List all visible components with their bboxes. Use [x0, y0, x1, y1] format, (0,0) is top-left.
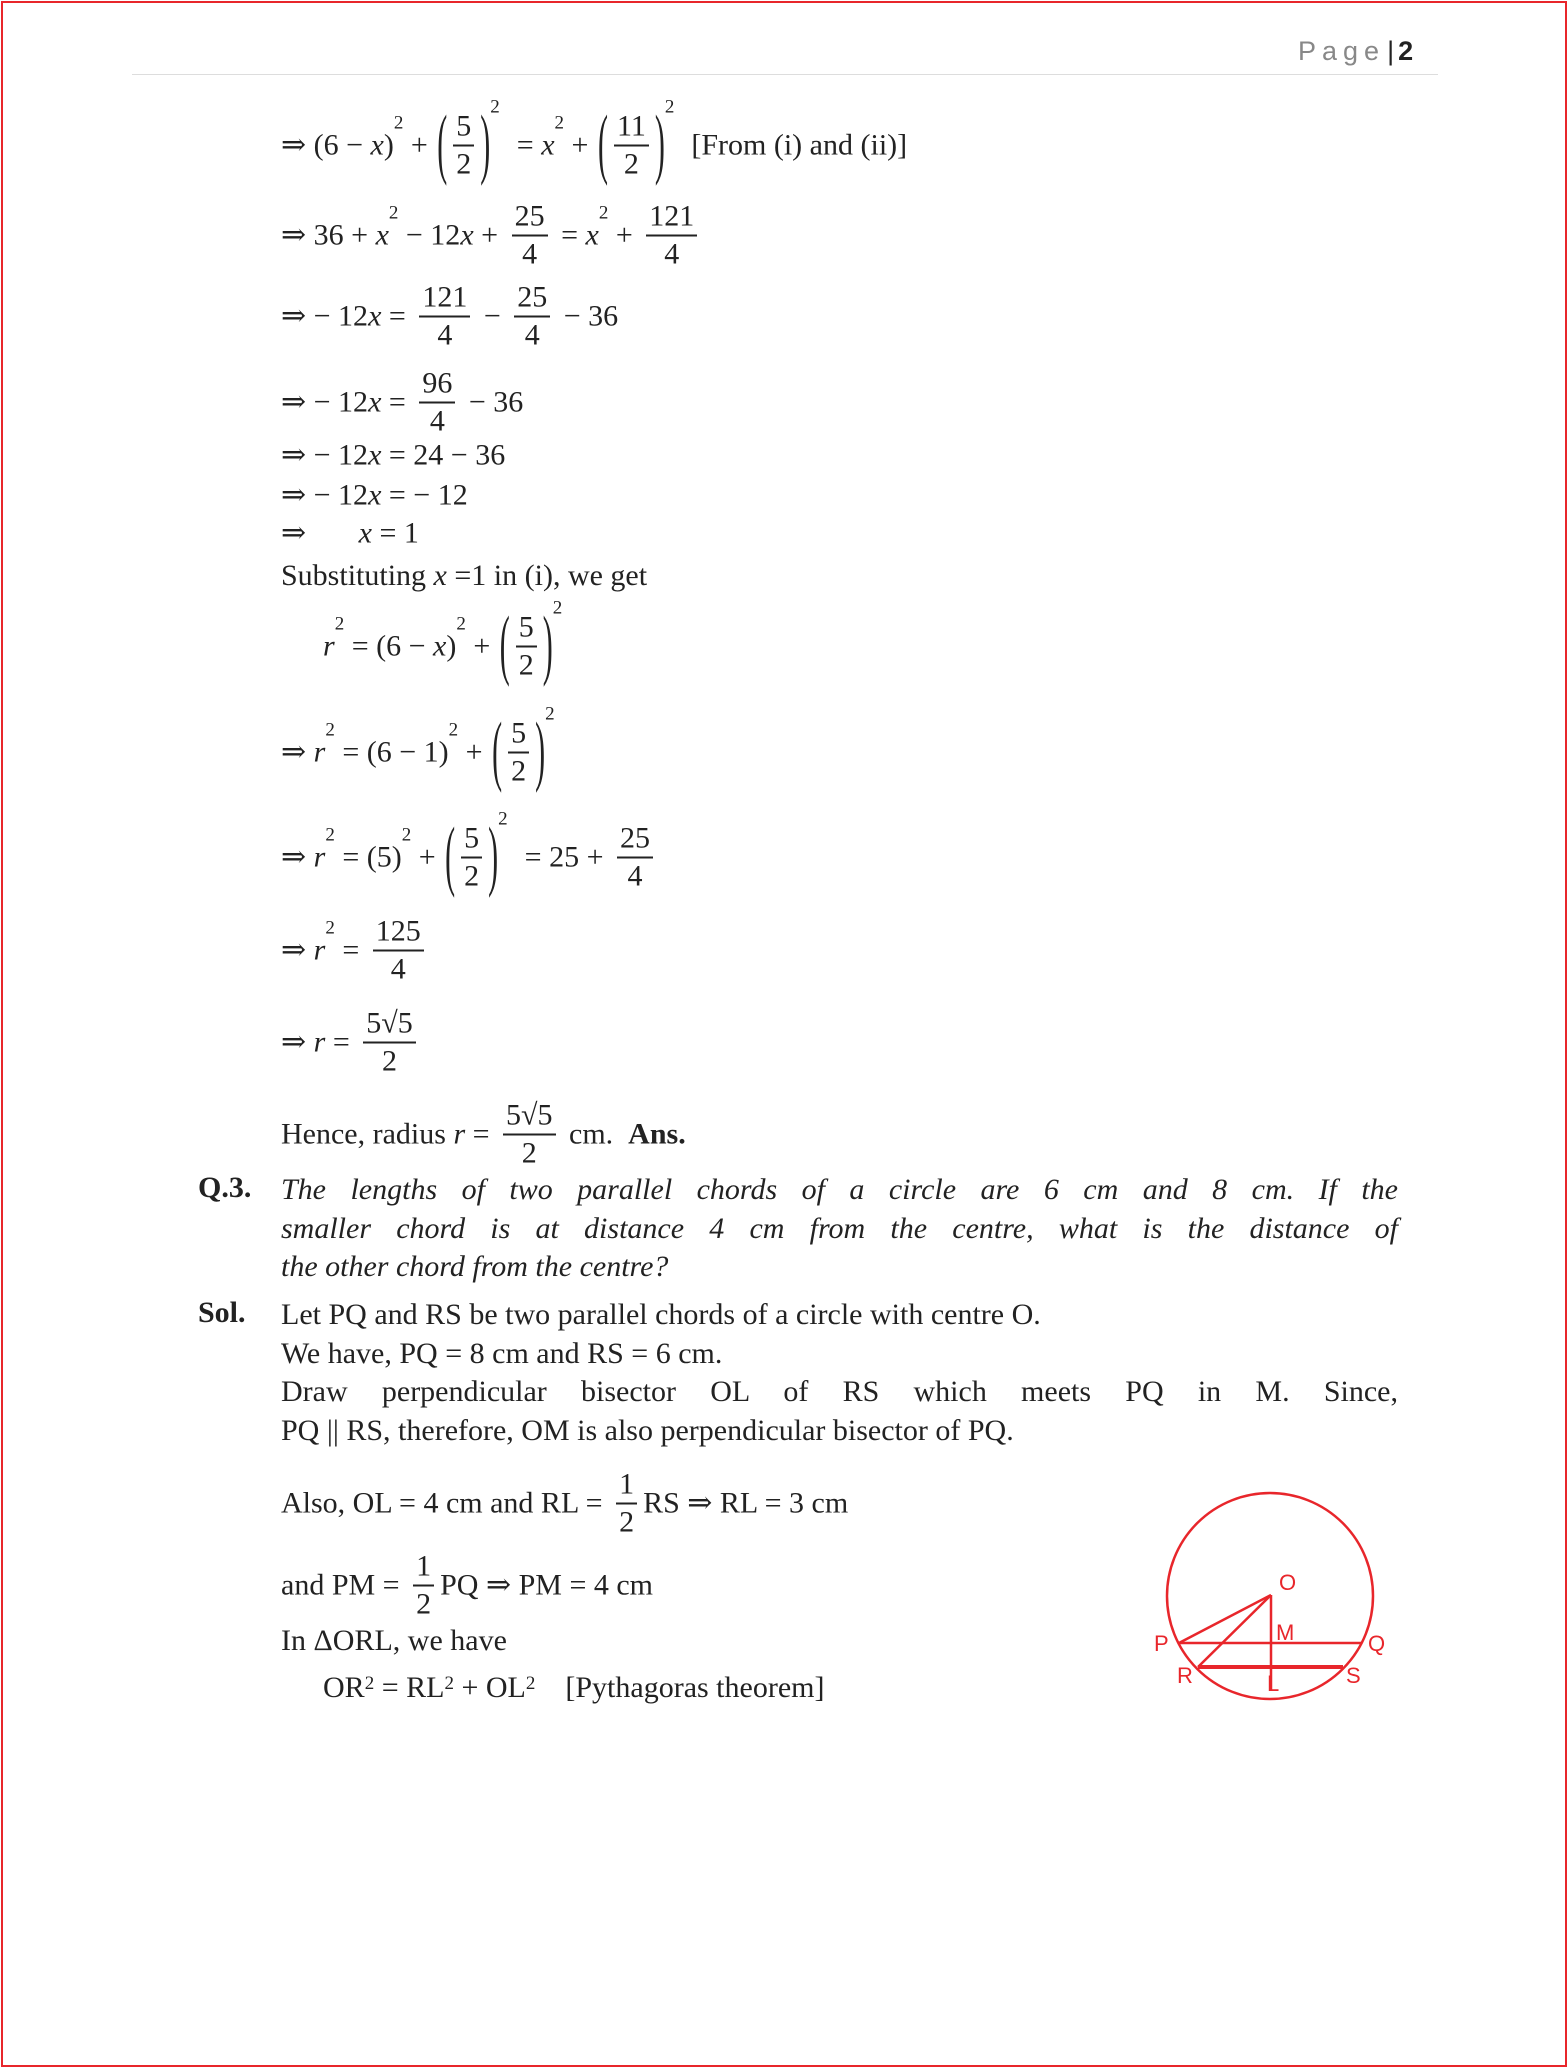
denominator: 2	[416, 1587, 432, 1620]
variable: x	[375, 218, 389, 251]
denominator: 2	[623, 147, 639, 180]
variable: r	[323, 629, 335, 662]
denominator: 4	[522, 237, 538, 270]
text: ⇒ (6 −	[281, 128, 371, 162]
denominator: 4	[664, 237, 680, 270]
text: =	[381, 299, 414, 332]
variable: r	[313, 840, 326, 873]
text: = 1	[371, 516, 419, 549]
denominator: 4	[429, 404, 445, 437]
denominator: 4	[627, 859, 643, 892]
right-paren: )	[535, 707, 546, 794]
text: =	[325, 1025, 358, 1058]
variable: x	[541, 128, 555, 161]
line-or	[1198, 1595, 1271, 1667]
text: Hence, radius	[281, 1117, 454, 1150]
text: ⇒	[281, 735, 314, 769]
text: =	[553, 218, 586, 251]
variable: x	[370, 128, 384, 161]
page-number: 2	[1398, 36, 1414, 66]
numerator: 121	[419, 282, 470, 318]
text: +	[608, 218, 641, 251]
label-m: M	[1276, 1620, 1295, 1645]
variable: x	[433, 559, 447, 592]
exponent: 2	[490, 96, 500, 118]
left-paren: (	[597, 100, 608, 187]
numerator: 1	[616, 1469, 637, 1505]
numerator: 5	[516, 612, 537, 648]
question-text: The lengths of two parallel chords of a circle are 6 cm and 8 cm. If the smaller chord is at distance 4 cm from the centre, what is the distance of the other chord from the centre?	[281, 1173, 1398, 1283]
question-label: Q.3.	[198, 1171, 252, 1204]
line-op	[1179, 1595, 1271, 1643]
text: In ΔORL, we have	[281, 1624, 507, 1657]
right-paren: )	[488, 812, 499, 899]
numerator: 125	[373, 916, 424, 952]
exponent: 2	[444, 1673, 454, 1694]
text: = (6 −	[344, 629, 434, 662]
text: =1 in (i), we get	[446, 559, 648, 592]
exponent: 2	[664, 96, 675, 118]
exponent: 2	[325, 917, 335, 939]
text: ⇒	[281, 840, 314, 874]
denominator: 4	[524, 318, 540, 351]
text: and PM =	[281, 1568, 408, 1601]
left-paren: (	[492, 707, 503, 794]
numerator: 5√5	[503, 1100, 555, 1136]
text: = (5)	[334, 840, 402, 873]
exponent: 2	[498, 808, 508, 830]
solution-label: Sol.	[198, 1296, 246, 1329]
numerator: 5	[508, 718, 529, 754]
text: = RL	[374, 1671, 445, 1704]
denominator: 2	[456, 147, 472, 180]
variable: r	[453, 1117, 466, 1150]
numerator: 25	[512, 201, 548, 237]
variable: x	[585, 218, 599, 251]
text: +	[564, 128, 596, 161]
text: = (6 − 1)	[334, 735, 449, 768]
exponent: 2	[393, 112, 404, 134]
right-paren: )	[480, 100, 491, 187]
numerator: 5√5	[363, 1008, 415, 1044]
exponent: 2	[456, 613, 466, 635]
variable: x	[460, 218, 474, 251]
text: =	[334, 933, 367, 966]
text: [From (i) and (ii)]	[676, 128, 908, 161]
text: − 36	[461, 385, 524, 418]
numerator: 121	[646, 201, 697, 237]
label-l: L	[1267, 1671, 1280, 1696]
text: cm.	[561, 1117, 629, 1150]
exponent: 2	[554, 112, 565, 134]
text: =	[501, 128, 542, 161]
left-paren: (	[437, 100, 448, 187]
text: ⇒	[281, 516, 359, 550]
denominator: 2	[521, 1136, 537, 1169]
label-p: P	[1154, 1631, 1169, 1656]
numerator: 25	[514, 282, 550, 318]
text: ⇒ − 12	[281, 438, 369, 472]
text: PQ ⇒ PM = 4 cm	[440, 1568, 654, 1602]
text: ⇒ 36 +	[281, 218, 376, 252]
exponent: 2	[325, 824, 335, 846]
text: ⇒ − 12	[281, 478, 369, 512]
text: = 24 − 36	[381, 438, 506, 471]
text: Also, OL = 4 cm and RL =	[281, 1486, 611, 1519]
text: = − 12	[381, 478, 468, 511]
text: ⇒ − 12	[281, 299, 369, 333]
numerator: 5	[461, 823, 482, 859]
variable: x	[368, 385, 382, 418]
page-word: Page	[1298, 36, 1386, 66]
text: OR	[323, 1671, 365, 1704]
variable: r	[313, 933, 326, 966]
exponent: 2	[525, 1673, 536, 1694]
text: = 25 +	[509, 840, 611, 873]
answer-label: Ans.	[628, 1117, 686, 1150]
text: [Pythagoras theorem]	[535, 1671, 825, 1704]
variable: x	[433, 629, 447, 662]
text: +	[473, 218, 506, 251]
text: ⇒ − 12	[281, 385, 369, 419]
variable: x	[368, 438, 382, 471]
text: + OL	[453, 1671, 526, 1704]
text: =	[381, 385, 414, 418]
exponent: 2	[598, 202, 609, 224]
label-q: Q	[1368, 1631, 1386, 1656]
text: −	[476, 299, 509, 332]
page-header: Page| 2	[1298, 36, 1414, 66]
exponent: 2	[325, 719, 335, 741]
exponent: 2	[552, 597, 563, 619]
text: Substituting	[281, 559, 434, 592]
text: ⇒	[281, 933, 314, 967]
exponent: 2	[448, 719, 459, 741]
denominator: 2	[511, 754, 527, 787]
denominator: 2	[381, 1044, 397, 1077]
denominator: 2	[464, 859, 480, 892]
text: +	[458, 735, 491, 768]
text: RS ⇒ RL = 3 cm	[643, 1486, 849, 1520]
text: − 36	[556, 299, 619, 332]
denominator: 2	[518, 648, 534, 681]
variable: x	[368, 478, 382, 511]
denominator: 4	[437, 318, 453, 351]
exponent: 2	[364, 1673, 375, 1694]
text: )	[446, 629, 457, 662]
text: =	[465, 1117, 498, 1150]
exponent: 2	[401, 824, 412, 846]
variable: r	[313, 1025, 326, 1058]
label-s: S	[1346, 1663, 1361, 1688]
numerator: 5	[453, 111, 474, 147]
variable: x	[358, 516, 372, 549]
text: +	[465, 629, 498, 662]
exponent: 2	[334, 613, 345, 635]
label-o: O	[1279, 1570, 1297, 1595]
variable: x	[368, 299, 382, 332]
numerator: 1	[413, 1551, 434, 1587]
text: ⇒	[281, 1025, 314, 1059]
exponent: 2	[545, 703, 555, 725]
text: − 12	[398, 218, 461, 251]
exponent: 2	[388, 202, 399, 224]
text: +	[403, 128, 436, 161]
solution-text: Let PQ and RS be two parallel chords of a circle with centre O. We have, PQ = 8 cm and RS = 6 cm. Draw perpendicular bisector OL of RS which meets PQ in M. Since, PQ || RS, therefore, OM is also perpendicular bisector of PQ.	[281, 1298, 1398, 1447]
numerator: 25	[617, 823, 653, 859]
label-r: R	[1177, 1663, 1193, 1688]
left-paren: (	[499, 601, 510, 688]
numerator: 11	[614, 111, 649, 147]
right-paren: )	[654, 100, 665, 187]
right-paren: )	[542, 601, 553, 688]
denominator: 2	[619, 1505, 635, 1538]
variable: r	[313, 735, 326, 768]
left-paren: (	[445, 812, 456, 899]
denominator: 4	[390, 952, 406, 985]
text: )	[383, 128, 394, 161]
text: +	[411, 840, 444, 873]
numerator: 96	[419, 368, 455, 404]
